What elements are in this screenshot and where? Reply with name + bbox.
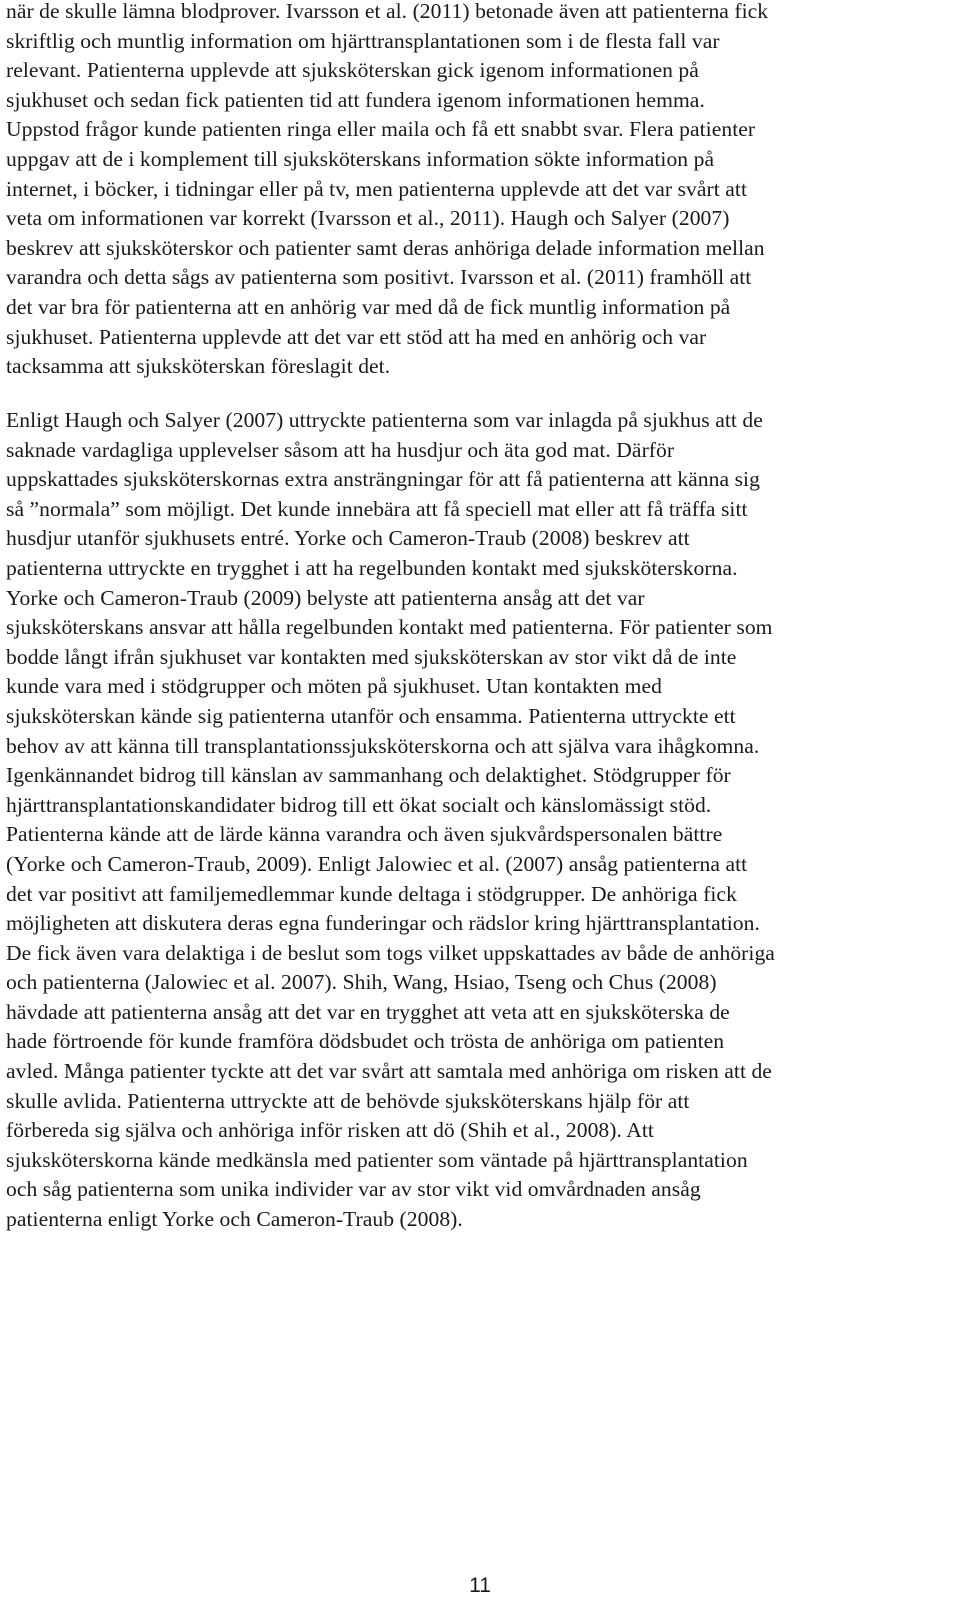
text-line: uppgav att de i komplement till sjuksköterskans information sökte information på bbox=[6, 146, 715, 171]
text-line: uppskattades sjuksköterskornas extra ansträngningar för att få patienterna att känna sig bbox=[6, 467, 760, 492]
text-line: relevant. Patienterna upplevde att sjuksköterskan gick igenom informationen på bbox=[6, 58, 699, 83]
body-paragraph-1 bbox=[6, 0, 954, 382]
text-line: patienterna enligt Yorke och Cameron-Traub (2008). bbox=[6, 1207, 463, 1232]
text-line: det var positivt att familjemedlemmar kunde deltaga i stödgrupper. De anhöriga fick bbox=[6, 881, 737, 906]
text-line: behov av att känna till transplantationssjuksköterskorna och att själva vara ihågkomna. bbox=[6, 733, 760, 758]
text-line: och patienterna (Jalowiec et al. 2007). Shih, Wang, Hsiao, Tseng och Chus (2008) bbox=[6, 970, 717, 995]
text-line: saknade vardagliga upplevelser såsom att ha husdjur och äta god mat. Därför bbox=[6, 437, 675, 462]
text-line: skulle avlida. Patienterna uttryckte att de behövde sjuksköterskans hjälp för att bbox=[6, 1088, 690, 1113]
text-line: sjukhuset. Patienterna upplevde att det var ett stöd att ha med en anhörig och var bbox=[6, 324, 707, 349]
text-line: hade förtroende för kunde framföra dödsbudet och trösta de anhöriga om patienten bbox=[6, 1029, 725, 1054]
text-line: sjuksköterskorna kände medkänsla med patienter som väntade på hjärttransplantation bbox=[6, 1147, 748, 1172]
text-line: möjligheten att diskutera deras egna funderingar och rädslor kring hjärttransplantation. bbox=[6, 911, 760, 936]
page-number: 11 bbox=[469, 1574, 491, 1597]
text-line: bodde långt ifrån sjukhuset var kontakten med sjuksköterskan av stor vikt då de inte bbox=[6, 644, 737, 669]
text-line: hävdade att patienterna ansåg att det var en trygghet att veta att en sjuksköterska de bbox=[6, 999, 730, 1024]
text-line: det var bra för patienterna att en anhörig var med då de fick muntlig information på bbox=[6, 294, 731, 319]
text-line: Enligt Haugh och Salyer (2007) uttryckte patienterna som var inlagda på sjukhus att de bbox=[6, 408, 763, 432]
text-line: De fick även vara delaktiga i de beslut som togs vilket uppskattades av både de anhöriga bbox=[6, 940, 775, 965]
text-line: Yorke och Cameron-Traub (2009) belyste att patienterna ansåg att det var bbox=[6, 585, 645, 610]
body-paragraph-2 bbox=[6, 406, 954, 1235]
text-line: beskrev att sjuksköterskor och patienter samt deras anhöriga delade information mellan bbox=[6, 235, 765, 260]
text-line: Uppstod frågor kunde patienten ringa eller maila och få ett snabbt svar. Flera patienter bbox=[6, 117, 756, 142]
text-line: Patienterna kände att de lärde känna varandra och även sjukvårdspersonalen bättre bbox=[6, 822, 723, 847]
text-line: skriftlig och muntlig information om hjärttransplantationen som i de flesta fall var bbox=[6, 28, 720, 53]
text-line: tacksamma att sjuksköterskan föreslagit det. bbox=[6, 354, 391, 379]
text-line: sjukhuset och sedan fick patienten tid att fundera igenom informationen hemma. bbox=[6, 87, 705, 112]
text-line: varandra och detta sågs av patienterna som positivt. Ivarsson et al. (2011) framhöll att bbox=[6, 265, 752, 290]
text-line: sjuksköterskan kände sig patienterna utanför och ensamma. Patienterna uttryckte ett bbox=[6, 703, 736, 728]
text-line: när de skulle lämna blodprover. Ivarsson et al. (2011) betonade även att patienterna fick bbox=[6, 0, 769, 23]
text-line: sjuksköterskans ansvar att hålla regelbunden kontakt med patienterna. För patienter som bbox=[6, 615, 773, 640]
text-line: husdjur utanför sjukhusets entré. Yorke och Cameron-Traub (2008) beskrev att bbox=[6, 526, 690, 551]
text-line: patienterna uttryckte en trygghet i att ha regelbunden kontakt med sjuksköterskorna. bbox=[6, 555, 738, 580]
text-line: Igenkännandet bidrog till känslan av sammanhang och delaktighet. Stödgrupper för bbox=[6, 763, 731, 788]
text-line: internet, i böcker, i tidningar eller på tv, men patienterna upplevde att det var svårt att bbox=[6, 176, 747, 201]
text-line: hjärttransplantationskandidater bidrog till ett ökat socialt och känslomässigt stöd. bbox=[6, 792, 712, 817]
text-line: veta om informationen var korrekt (Ivarsson et al., 2011). Haugh och Salyer (2007) bbox=[6, 206, 730, 231]
text-line: förbereda sig själva och anhöriga inför risken att dö (Shih et al., 2008). Att bbox=[6, 1118, 654, 1143]
text-line: kunde vara med i stödgrupper och möten på sjukhuset. Utan kontakten med bbox=[6, 674, 663, 699]
text-line: (Yorke och Cameron-Traub, 2009). Enligt Jalowiec et al. (2007) ansåg patienterna att bbox=[6, 851, 748, 876]
text-line: så ”normala” som möjligt. Det kunde innebära att få speciell mat eller att få träffa sitt bbox=[6, 496, 748, 521]
text-line: och såg patienterna som unika individer var av stor vikt vid omvårdnaden ansåg bbox=[6, 1177, 701, 1202]
text-line: avled. Många patienter tyckte att det var svårt att samtala med anhöriga om risken att de bbox=[6, 1059, 772, 1084]
